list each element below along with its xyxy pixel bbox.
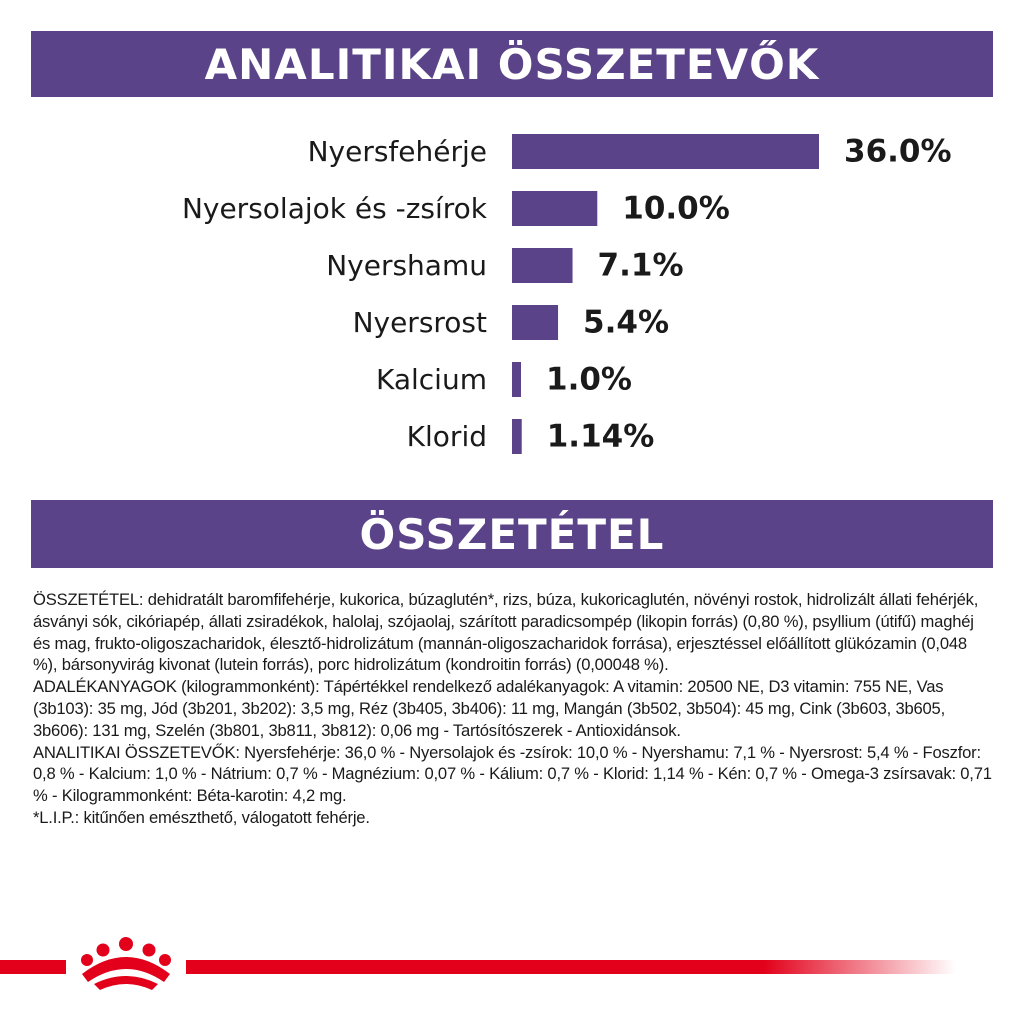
bar-1 bbox=[512, 191, 597, 226]
bar-label-5: Klorid bbox=[406, 420, 487, 453]
bar-3 bbox=[512, 305, 558, 340]
crown-logo-icon bbox=[81, 937, 171, 990]
bar-value-5: 1.14% bbox=[546, 418, 655, 455]
bar-5 bbox=[512, 419, 522, 454]
bar-label-4: Kalcium bbox=[375, 363, 487, 396]
lip-footnote: *L.I.P.: kitűnően emészthető, válogatott fehérje. bbox=[33, 807, 370, 827]
composition-text bbox=[33, 589, 993, 829]
additives-paragraph: ADALÉKANYAGOK (kilogrammonként): Tápértékkel rendelkező adalékanyagok: A vitamin: 20500 NE, D3 vitamin: 755 NE, Vas (3b103): 35 mg, Jód (3b201, 3b202): 3,5 mg, Réz (3b405, 3b406): 11 mg, Mangán (3b502, 3b504): 45 mg, Cink (3b603, 3b605, 3b606): 131 mg, Szelén (3b801, 3b811, 3b812): 0,06 mg - Tartósítószerek - Antioxidánsok. bbox=[33, 677, 945, 740]
footer-stripe-left bbox=[0, 960, 66, 974]
bar-label-0: Nyersfehérje bbox=[307, 135, 487, 168]
composition-paragraph: ÖSSZETÉTEL: dehidratált baromfifehérje, kukorica, búzaglutén*, rizs, búza, kukoricaglutén, növényi rostok, hidrolizált állati fehérjék, ásványi sók, cikóriapép, állati zsiradékok, halolaj, szójaolaj, szárított paradicsompép (likopin forrás) (0,80 %), psyllium (útifű) maghéj és mag, frukto-oligoszacharidok, élesztő-hidrolizátum (mannán-oligoszacharidok forrása), erjesztéssel előállított glükózamin (0,048 %), bársonyvirág kivonat (lutein forrás), porc hidrolizátum (kondroitin forrás) (0,00048 %). bbox=[33, 590, 979, 675]
composition-header bbox=[31, 500, 993, 568]
composition-title: ÖSSZETÉTEL bbox=[359, 509, 665, 559]
bar-value-0: 36.0% bbox=[844, 133, 952, 170]
footer-stripe-right bbox=[186, 960, 956, 974]
analytical-title: ANALITIKAI ÖSSZETEVŐK bbox=[204, 39, 820, 89]
bar-value-3: 5.4% bbox=[583, 304, 670, 341]
brand-footer bbox=[0, 932, 1024, 996]
analytical-header bbox=[31, 31, 993, 97]
analytical-bar-chart bbox=[0, 110, 1024, 480]
bar-value-2: 7.1% bbox=[597, 247, 684, 284]
bar-label-3: Nyersrost bbox=[352, 306, 487, 339]
bar-4 bbox=[512, 362, 521, 397]
bar-0 bbox=[512, 134, 819, 169]
bar-value-4: 1.0% bbox=[546, 361, 632, 398]
bar-value-1: 10.0% bbox=[622, 190, 730, 227]
bar-label-1: Nyersolajok és -zsírok bbox=[181, 192, 487, 225]
bar-2 bbox=[512, 248, 573, 283]
bar-label-2: Nyershamu bbox=[326, 249, 487, 282]
analytical-paragraph: ANALITIKAI ÖSSZETEVŐK: Nyersfehérje: 36,0 % - Nyersolajok és -zsírok: 10,0 % - Nyershamu: 7,1 % - Nyersrost: 5,4 % - Foszfor: 0,8 % - Kalcium: 1,0 % - Nátrium: 0,7 % - Magnézium: 0,07 % - Kálium: 0,7 % - Klorid: 1,14 % - Kén: 0,7 % - Omega-3 zsírsavak: 0,71 % - Kilogrammonként: Béta-karotin: 4,2 mg. bbox=[33, 742, 992, 806]
